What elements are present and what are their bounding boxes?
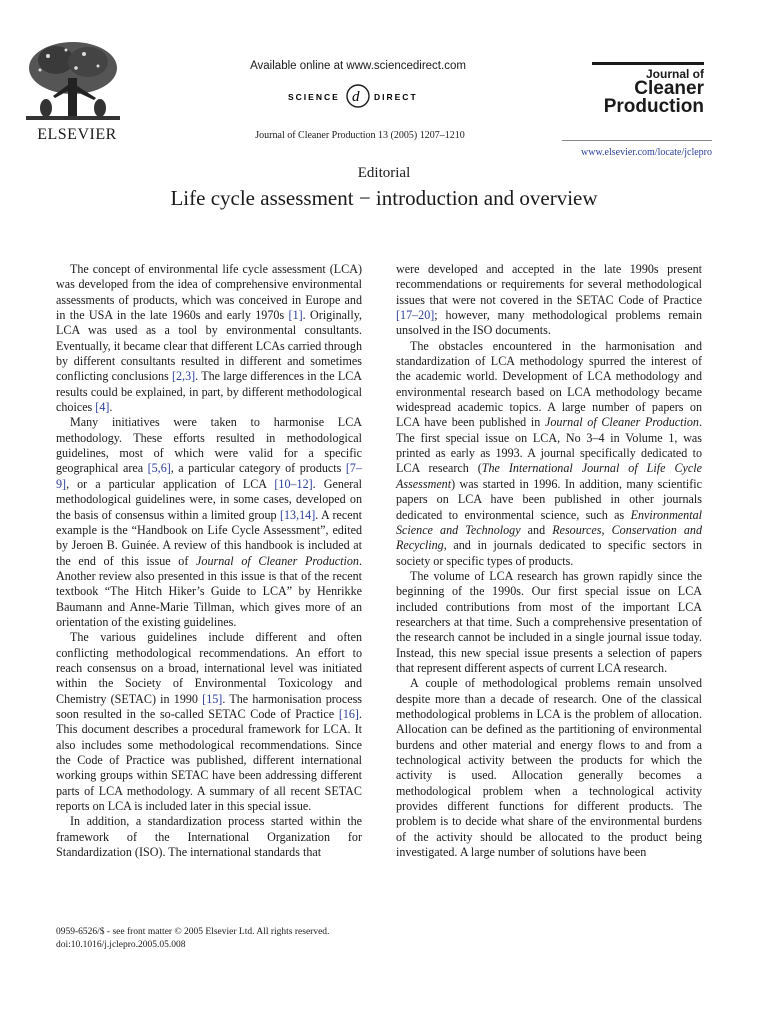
body-column-right bbox=[396, 262, 702, 860]
journal-url-link[interactable]: www.elsevier.com/locate/jclepro bbox=[581, 147, 712, 158]
elsevier-tree-logo bbox=[18, 38, 128, 126]
reference-link[interactable]: [7–9] bbox=[56, 461, 362, 491]
paragraph: A couple of methodological problems remain unsolved despite more than a decade of research. One of the classical methodological problems in LCA is the problem of allocation. Allocation can be defined as the partitioning of environmental burdens and other material and energy flows to and from a technological activity between the products for which the activity is used. Allocation generally becomes a methodological problem when a technological activity provides different functions for different products. The problem is to decide what share of the environmental burdens of the activity should be allocated to the product being investigated. A large number of solutions have been bbox=[396, 676, 702, 860]
sciencedirect-logo bbox=[282, 82, 434, 110]
journal-logo-line3: Production bbox=[603, 96, 704, 117]
journal-logo-line1: Journal of bbox=[645, 67, 704, 81]
reference-link[interactable]: [13,14] bbox=[279, 507, 316, 522]
paragraph: The various guidelines include different and often conflicting methodological recommendations. An effort to reach consensus on a broad, international level was initiated within the Society of Environmental Toxicology and Chemistry (SETAC) in 1990 [15]. The harmonisation process soon resulted in the so-called SETAC Code of Practice [16]. This document describes a procedural framework for LCA. It also includes some methodological recommendations. Since the Code of Practice was published, different international working groups within SETAC have been addressing different parts of LCA methodology. A summary of all recent SETAC reports on LCA is included later in this special issue. bbox=[56, 630, 362, 814]
doi-line: doi:10.1016/j.jclepro.2005.05.008 bbox=[56, 939, 186, 950]
paragraph: The volume of LCA research has grown rapidly since the beginning of the 1990s. Our first special issue on LCA included contributions from most of the important LCA researchers at that time. Such a comprehensive presentation of the research cannot be included in a single journal issue today. Instead, this new special issue presents a selection of papers that represent different aspects of current LCA research. bbox=[396, 568, 702, 675]
reference-link[interactable]: [10–12] bbox=[274, 476, 313, 491]
reference-link[interactable]: [16] bbox=[338, 706, 359, 721]
svg-text:d: d bbox=[352, 89, 360, 105]
reference-link[interactable]: [2,3] bbox=[171, 369, 196, 384]
reference-link[interactable]: [17–20] bbox=[396, 308, 435, 323]
body-column-left bbox=[56, 262, 362, 860]
copyright-line: 0959-6526/$ - see front matter © 2005 Elsevier Ltd. All rights reserved. bbox=[56, 927, 330, 937]
sciencedirect-left: SCIENCE bbox=[288, 92, 340, 102]
reference-link[interactable]: [4] bbox=[95, 400, 110, 415]
article-title: Life cycle assessment − introduction and overview bbox=[170, 186, 598, 210]
footer bbox=[56, 926, 396, 951]
journal-logo bbox=[592, 62, 704, 128]
paragraph: The concept of environmental life cycle assessment (LCA) was developed from the idea of comprehensive environmental assessments of products, which was conceived in Europe and in the USA in the late 1960s and early 1970s [1]. Originally, LCA was used as a tool by environmental consultants. Eventually, it became clear that different LCAs carried through by different consultants resulted in different and sometimes conflicting conclusions [2,3]. The large differences in the LCA results could be explained, in part, by different methodological choices [4]. bbox=[56, 262, 363, 415]
reference-link[interactable]: [1] bbox=[288, 308, 303, 323]
paragraph: Many initiatives were taken to harmonise LCA methodology. These efforts resulted in methodological guidelines, most of which were valid for a specific geographical area [5,6], a particular category of products [7–9], or a particular application of LCA [10–12]. General methodological guidelines were, in some cases, developed on the basis of consensus within a limited group [13,14]. A recent example is the “Handbook on Life Cycle Assessment”, edited by Jeroen B. Guinée. A review of this handbook is included at the end of this issue of Journal of Cleaner Production. Another review also presented in this issue is that of the recent textbook “The Hitch Hiker’s Guide to LCA” by Henrikke Baumann and Anne-Marie Tillman, which gives more of an orientation of the existing guidelines. bbox=[56, 415, 363, 629]
sciencedirect-right: DIRECT bbox=[374, 92, 418, 102]
reference-link[interactable]: [5,6] bbox=[147, 461, 171, 476]
journal-citation: Journal of Cleaner Production 13 (2005) 1207–1210 bbox=[255, 130, 465, 141]
journal-logo-line2: Cleaner bbox=[634, 78, 704, 99]
section-label: Editorial bbox=[357, 165, 411, 181]
paragraph: In addition, a standardization process started within the framework of the International Organization for Standardization (ISO). The international standards that bbox=[56, 814, 362, 860]
publisher-name: ELSEVIER bbox=[37, 126, 117, 143]
paragraph: were developed and accepted in the late 1990s present recommendations or requirements for several methodological issues that were not covered in the SETAC Code of Practice [17–20]; however, many methodological problems remain unsolved in the ISO documents. bbox=[396, 262, 702, 338]
reference-link[interactable]: [15] bbox=[202, 691, 223, 706]
paragraph: The obstacles encountered in the harmonisation and standardization of LCA methodology spurred the interest of the academic world. Development of LCA methodology and environmental research based on LCA methodology became widespread academic topics. A large number of papers on LCA have been published in Journal of Cleaner Production. The first special issue on LCA, No 3–4 in Volume 1, was printed as early as 1993. A journal specifically dedicated to LCA research (The International Journal of Life Cycle Assessment) was started in 1996. In addition, many scientific papers on LCA have been published in other journals dedicated to environmental science, such as Environmental Science and Technology and Resources, Conservation and Recycling, and in journals dedicated to specific sectors in society or specific types of products. bbox=[396, 338, 702, 568]
header-rule bbox=[562, 140, 712, 141]
available-online-text: Available online at www.sciencedirect.com bbox=[250, 60, 466, 72]
